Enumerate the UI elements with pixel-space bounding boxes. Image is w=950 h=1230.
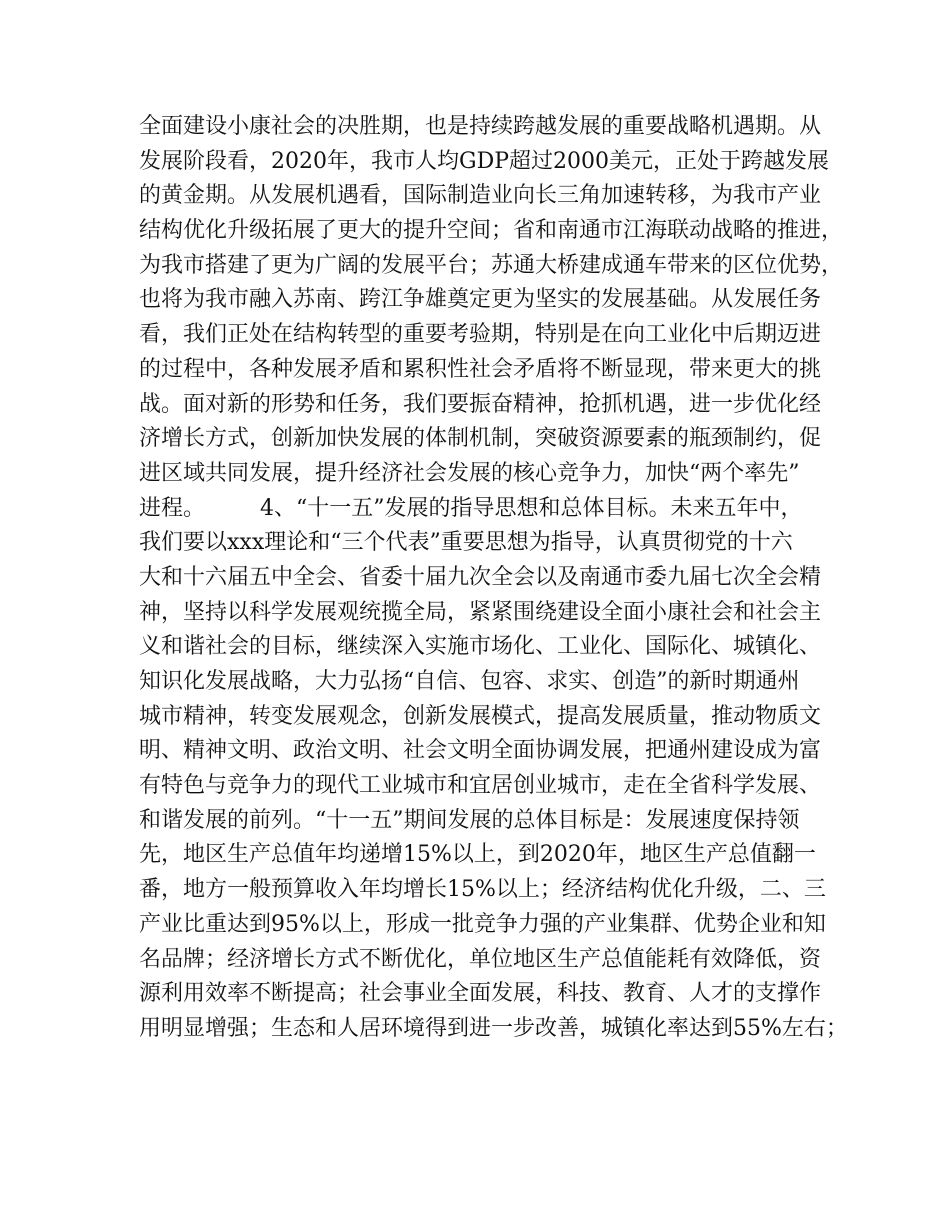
text-line: 大和十六届五中全会、省委十届九次全会以及南通市委九届七次全会精: [139, 564, 822, 590]
text-line: 用明显增强；生态和人居环境得到进一步改善，城镇化率达到55%左右；: [139, 1015, 848, 1041]
text-line: 番，地方一般预算收入年均增长15%以上；经济结构优化升级，二、三: [139, 877, 826, 903]
text-line: 进区域共同发展，提升经济社会发展的核心竞争力，加快“两个率先”: [139, 460, 800, 486]
text-line: 的黄金期。从发展机遇看，国际制造业向长三角加速转移，为我市产业: [139, 183, 822, 209]
text-line: 全面建设小康社会的决胜期，也是持续跨越发展的重要战略机遇期。从: [139, 114, 822, 139]
text-line: 结构优化升级拓展了更大的提升空间；省和南通市江海联动战略的推进，: [139, 218, 844, 244]
text-line: 我们要以xxx理论和“三个代表”重要思想为指导，认真贯彻党的十六: [139, 530, 793, 556]
text-line: 战。面对新的形势和任务，我们要振奋精神，抢抓机遇，进一步优化经: [139, 391, 822, 417]
text-line: 为我市搭建了更为广阔的发展平台；苏通大桥建成通车带来的区位优势，: [139, 252, 844, 278]
text-line: 产业比重达到95%以上，形成一批竞争力强的产业集群、优势企业和知: [139, 911, 826, 937]
text-line: 看，我们正处在结构转型的重要考验期，特别是在向工业化中后期迈进: [139, 322, 822, 348]
text-line: 进程。 4、“十一五”发展的指导思想和总体目标。未来五年中，: [139, 495, 803, 521]
body-text: [139, 110, 848, 1047]
text-line: 先，地区生产总值年均递增15%以上，到2020年，地区生产总值翻一: [139, 842, 816, 868]
text-line: 名品牌；经济增长方式不断优化，单位地区生产总值能耗有效降低，资: [139, 946, 822, 972]
text-line: 明、精神文明、政治文明、社会文明全面协调发展，把通州建设成为富: [139, 738, 822, 764]
text-line: 济增长方式，创新加快发展的体制机制，突破资源要素的瓶颈制约，促: [139, 426, 822, 452]
text-line: 的过程中，各种发展矛盾和累积性社会矛盾将不断显现，带来更大的挑: [139, 356, 822, 382]
text-line: 知识化发展战略，大力弘扬“自信、包容、求实、创造”的新时期通州: [139, 669, 800, 694]
text-line: 源利用效率不断提高；社会事业全面发展，科技、教育、人才的支撑作: [139, 981, 822, 1007]
text-line: 有特色与竞争力的现代工业城市和宜居创业城市，走在全省科学发展、: [139, 773, 822, 799]
text-line: 和谐发展的前列。“十一五”期间发展的总体目标是：发展速度保持领: [139, 807, 800, 833]
text-line: 义和谐社会的目标，继续深入实施市场化、工业化、国际化、城镇化、: [139, 634, 822, 660]
text-line: 发展阶段看，2020年，我市人均GDP超过2000美元，正处于跨越发展: [139, 148, 829, 174]
text-line: 神，坚持以科学发展观统揽全局，紧紧围绕建设全面小康社会和社会主: [139, 599, 822, 625]
text-line: 也将为我市融入苏南、跨江争雄奠定更为坚实的发展基础。从发展任务: [139, 287, 822, 313]
text-line: 城市精神，转变发展观念，创新发展模式，提高发展质量，推动物质文: [139, 703, 822, 729]
